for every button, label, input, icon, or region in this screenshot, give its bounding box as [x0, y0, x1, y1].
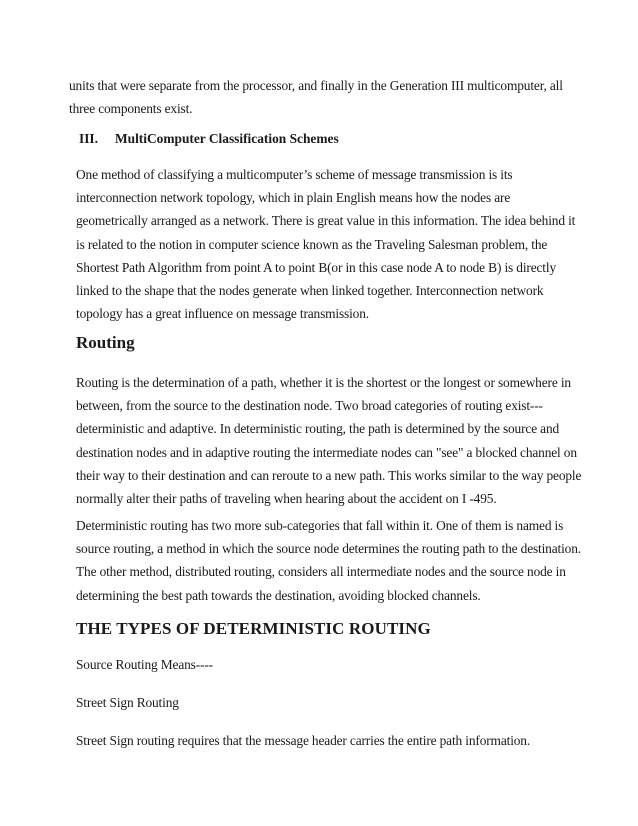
section-3-line-6: linked to the shape that the nodes generate when linked together. Interconnection network — [76, 283, 544, 299]
routing-heading: Routing — [76, 333, 135, 352]
street-sign-routing-description: Street Sign routing requires that the message header carries the entire path information. — [76, 733, 531, 748]
routing-paragraph-1 — [76, 371, 581, 510]
routing-p1-line-6: normally alter their paths of traveling when hearing about the accident on I -495. — [76, 491, 497, 507]
section-3-number: III. — [79, 131, 98, 146]
routing-p1-line-2: between, from the source to the destination node. Two broad categories of routing exist--- — [76, 398, 543, 414]
section-3-paragraph — [76, 163, 575, 325]
intro-paragraph — [69, 74, 563, 120]
intro-line-1: units that were separate from the processor, and finally in the Generation III multicomputer, all — [69, 78, 563, 93]
street-sign-routing-label: Street Sign Routing — [76, 695, 179, 710]
routing-p1-line-1: Routing is the determination of a path, whether it is the shortest or the longest or somewhere in — [76, 375, 571, 390]
section-3-heading — [79, 131, 339, 147]
intro-line-2: three components exist. — [69, 101, 193, 117]
section-3-line-1: One method of classifying a multicomputer’s scheme of message transmission is its — [76, 167, 513, 182]
routing-paragraph-2 — [76, 514, 581, 607]
routing-p2-line-3: The other method, distributed routing, considers all intermediate nodes and the source node in — [76, 564, 566, 580]
routing-p1-line-3: deterministic and adaptive. In deterministic routing, the path is determined by the source and — [76, 421, 560, 437]
routing-p2-line-1: Deterministic routing has two more sub-categories that fall within it. One of them is named is — [76, 518, 564, 533]
routing-p2-line-4: determining the best path towards the destination, avoiding blocked channels. — [76, 587, 481, 603]
routing-p1-line-4: destination nodes and in adaptive routing the intermediate nodes can "see" a blocked channel on — [76, 444, 577, 460]
routing-p1-line-5: their way to their destination and can reroute to a new path. This works similar to the way people — [76, 467, 582, 483]
section-3-line-4: is related to the notion in computer science known as the Traveling Salesman problem, the — [76, 236, 548, 252]
section-3-line-3: geometrically arranged as a network. There is great value in this information. The idea behind it — [76, 213, 576, 229]
section-3-line-5: Shortest Path Algorithm from point A to point B(or in this case node A to node B) is directly — [76, 259, 556, 275]
types-heading: THE TYPES OF DETERMINISTIC ROUTING — [76, 619, 431, 638]
section-3-line-2: interconnection network topology, which in plain English means how the nodes are — [76, 190, 511, 206]
section-3-title: MultiComputer Classification Schemes — [115, 131, 339, 146]
section-3-line-7: topology has a great influence on message transmission. — [76, 306, 369, 322]
source-routing-label: Source Routing Means---- — [76, 657, 213, 672]
routing-p2-line-2: source routing, a method in which the source node determines the routing path to the destination. — [76, 541, 581, 557]
